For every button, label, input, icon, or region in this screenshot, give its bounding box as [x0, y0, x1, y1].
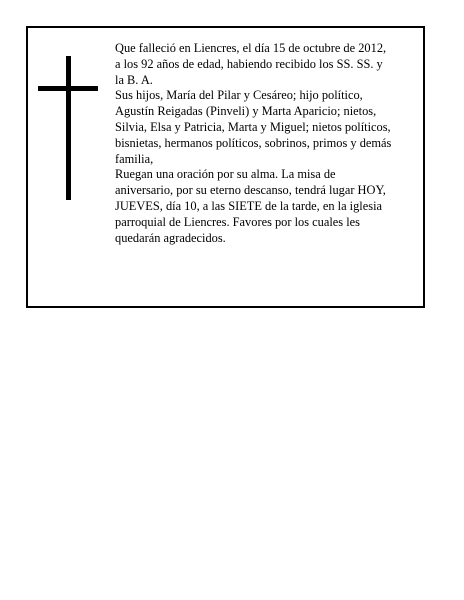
- cross-vertical-bar: [66, 56, 71, 200]
- notice-line: bisnietas, hermanos políticos, sobrinos, primos y demás: [115, 135, 392, 150]
- notice-text: [115, 41, 421, 246]
- notice-line: aniversario, por su eterno descanso, tendrá lugar HOY,: [115, 183, 386, 198]
- notice-line: Silvia, Elsa y Patricia, Marta y Miguel; nietos políticos,: [115, 119, 391, 134]
- notice-line: Que falleció en Liencres, el día 15 de octubre de 2012,: [115, 41, 387, 55]
- notice-line: Sus hijos, María del Pilar y Cesáreo; hijo político,: [115, 88, 363, 103]
- notice-line: Agustín Reigadas (Pinveli) y Marta Aparicio; nietos,: [115, 104, 377, 119]
- cross-horizontal-bar: [38, 86, 98, 91]
- notice-line: Ruegan una oración por su alma. La misa de: [115, 167, 336, 182]
- notice-line: JUEVES, día 10, a las SIETE de la tarde, en la iglesia: [115, 198, 383, 213]
- notice-line: parroquial de Liencres. Favores por los cuales les: [115, 214, 360, 229]
- obituary-notice: [26, 26, 425, 308]
- notice-line: familia,: [115, 151, 154, 166]
- notice-line: la B. A.: [115, 72, 153, 87]
- notice-line: quedarán agradecidos.: [115, 230, 226, 245]
- notice-line: a los 92 años de edad, habiendo recibido los SS. SS. y: [115, 56, 383, 71]
- cross-icon: [38, 56, 98, 200]
